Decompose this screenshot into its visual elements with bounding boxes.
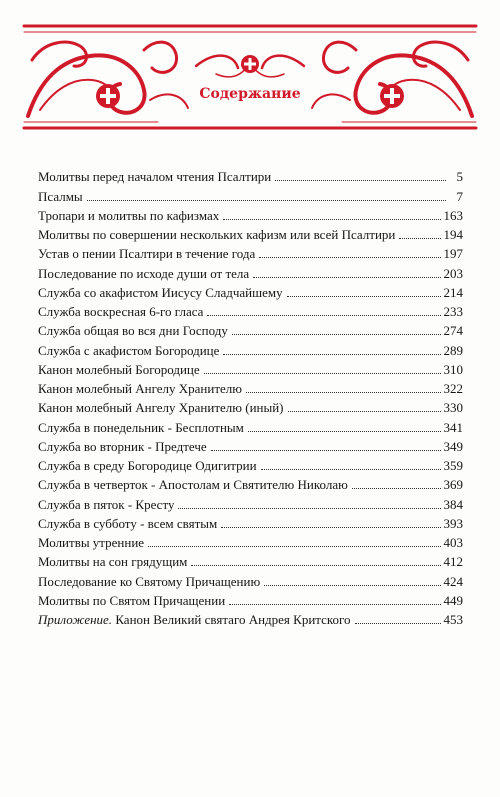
toc-entry-title [38, 574, 260, 590]
toc-dot-leader [259, 257, 440, 258]
toc-entry[interactable] [38, 301, 463, 320]
toc-entry-page-number: 349 [443, 438, 463, 454]
toc-dot-leader [264, 585, 440, 586]
toc-entry[interactable] [38, 224, 463, 243]
toc-entry[interactable] [38, 513, 463, 532]
toc-entry[interactable] [38, 359, 463, 378]
toc-dot-leader [191, 565, 440, 566]
toc-entry-title [38, 381, 242, 397]
toc-entry-title [38, 497, 174, 513]
toc-entry-page-number: 393 [443, 515, 463, 531]
toc-dot-leader [248, 431, 441, 432]
toc-entry-title [38, 266, 249, 282]
toc-entry[interactable] [38, 570, 463, 589]
red-floral-ornament-header [20, 20, 480, 134]
toc-entry-title-text: Молитвы перед началом чтения Псалтири [38, 169, 272, 185]
toc-entry-title-text: Устав о пении Псалтири в течение года [38, 246, 256, 262]
toc-entry-page-number: 453 [443, 612, 463, 627]
toc-entry-title [38, 420, 244, 436]
toc-entry-title-text: Молитвы по Святом Причащении [38, 592, 226, 608]
toc-entry-page-number: 310 [443, 361, 463, 377]
toc-entry-title-text: Молитвы на сон грядущим [38, 554, 188, 570]
toc-entry-title-text: Служба в субботу - всем святым [38, 515, 218, 531]
toc-entry[interactable] [38, 436, 463, 455]
toc-entry[interactable] [38, 262, 463, 281]
toc-entry-title-text: Служба в четверток - Апостолам и Святителю Николаю [38, 477, 348, 493]
toc-entry-title [38, 439, 207, 455]
toc-entry-title [38, 343, 219, 359]
toc-entry-title-text: Канон молебный Богородице [38, 361, 200, 377]
toc-dot-leader [275, 180, 446, 181]
toc-entry-page-number: 163 [443, 207, 463, 223]
toc-entry[interactable] [38, 609, 463, 628]
toc-entry[interactable] [38, 493, 463, 512]
toc-dot-leader [223, 219, 440, 220]
toc-dot-leader [261, 469, 441, 470]
toc-entry-title [38, 169, 271, 185]
toc-entry-title-text: Молитвы утренние [38, 535, 145, 550]
toc-entry-title [38, 362, 200, 378]
toc-entry[interactable] [38, 416, 463, 435]
toc-entry-page-number: 412 [443, 554, 463, 570]
toc-entry[interactable] [38, 339, 463, 358]
toc-dot-leader [288, 411, 441, 412]
toc-entry-title [38, 227, 395, 243]
toc-entry-title-text: Канон Великий святаго Андрея Критского [112, 612, 351, 627]
toc-entry[interactable] [38, 166, 463, 185]
toc-entry[interactable] [38, 474, 463, 493]
toc-entry-page-number: 384 [443, 496, 463, 512]
toc-entry-title [38, 246, 255, 262]
toc-entry[interactable] [38, 397, 463, 416]
toc-entry-title-text: Последование по исходе души от тела [38, 265, 250, 281]
toc-dot-leader [178, 508, 440, 509]
toc-entry-page-number: 449 [443, 592, 463, 608]
toc-entry-page-number: 203 [443, 265, 463, 281]
toc-dot-leader [399, 238, 440, 239]
toc-dot-leader [207, 315, 440, 316]
toc-dot-leader [211, 450, 441, 451]
toc-entry-page-number: 424 [443, 573, 463, 589]
toc-entry-title [38, 189, 83, 205]
toc-entry-page-number: 359 [443, 458, 463, 473]
toc-entry-title-text: Канон молебный Ангелу Хранителю [38, 381, 242, 396]
toc-entry-page-number: 233 [443, 304, 463, 319]
toc-entry-prefix: Приложение. [38, 612, 113, 627]
toc-entry-title-text: Служба в среду Богородице Одигитрии [38, 458, 257, 473]
toc-entry[interactable] [38, 185, 463, 204]
toc-entry-page-number: 197 [443, 246, 463, 262]
toc-entry[interactable] [38, 320, 463, 339]
toc-entry-title-text: Канон молебный Ангелу Хранителю (иный) [38, 400, 284, 416]
toc-entry-title [38, 593, 225, 609]
toc-entry-page-number: 7 [456, 188, 463, 204]
toc-entry-title-text: Служба со акафистом Иисусу Сладчайшему [38, 284, 283, 300]
toc-dot-leader [148, 546, 440, 547]
toc-entry[interactable] [38, 532, 463, 551]
toc-dot-leader [223, 354, 440, 355]
toc-entry-title [38, 285, 283, 301]
toc-entry[interactable] [38, 590, 463, 609]
toc-dot-leader [204, 373, 441, 374]
toc-entry-page-number: 5 [456, 169, 463, 185]
toc-entry-title-text: Молитвы по совершении нескольких кафизм или всей Псалтири [38, 227, 396, 242]
toc-entry-title-text: Служба во вторник - Предтече [38, 438, 207, 454]
toc-entry-title [38, 323, 228, 339]
toc-entry-title [38, 516, 217, 532]
toc-entry-title [38, 612, 351, 628]
toc-entry[interactable] [38, 282, 463, 301]
toc-entry-page-number: 322 [443, 381, 463, 396]
toc-entry[interactable] [38, 243, 463, 262]
toc-entry-page-number: 369 [443, 477, 463, 493]
toc-entry-title-text: Служба воскресная 6-го гласа [38, 304, 204, 319]
toc-entry-title [38, 208, 219, 224]
toc-entry-page-number: 289 [443, 342, 463, 358]
toc-dot-leader [352, 488, 441, 489]
toc-entry[interactable] [38, 378, 463, 397]
toc-dot-leader [355, 623, 441, 624]
toc-entry-title [38, 535, 144, 551]
toc-entry-title-text: Служба в пяток - Кресту [38, 496, 175, 512]
toc-entry[interactable] [38, 455, 463, 474]
toc-entry-page-number: 274 [443, 323, 463, 339]
toc-entry-title [38, 477, 348, 493]
toc-dot-leader [246, 392, 441, 393]
toc-entry-title [38, 554, 187, 570]
toc-entry-title-text: Служба с акафистом Богородице [38, 342, 220, 358]
toc-entry-title-text: Служба общая во вся дни Господу [38, 323, 228, 339]
toc-dot-leader [287, 296, 441, 297]
toc-entry-title-text: Служба в понедельник - Бесплотным [38, 419, 244, 435]
toc-dot-leader [232, 334, 441, 335]
toc-entry-title-text: Псалмы [38, 188, 83, 204]
toc-entry[interactable] [38, 551, 463, 570]
toc-entry-title-text: Тропари и молитвы по кафизмах [38, 207, 220, 223]
table-of-contents-list [38, 166, 463, 628]
toc-entry-title [38, 400, 284, 416]
toc-entry-page-number: 341 [443, 419, 463, 435]
toc-entry-page-number: 330 [443, 400, 463, 416]
toc-entry-title-text: Последование ко Святому Причащению [38, 573, 261, 589]
toc-entry-title [38, 458, 257, 474]
toc-entry-page-number: 403 [443, 535, 463, 550]
toc-dot-leader [229, 604, 440, 605]
toc-dot-leader [253, 277, 440, 278]
toc-dot-leader [87, 200, 446, 201]
toc-entry-title [38, 304, 203, 320]
toc-entry[interactable] [38, 205, 463, 224]
toc-entry-page-number: 214 [443, 284, 463, 300]
toc-entry-page-number: 194 [443, 227, 463, 242]
table-of-contents-heading: Содержание [199, 86, 301, 102]
toc-dot-leader [221, 527, 440, 528]
